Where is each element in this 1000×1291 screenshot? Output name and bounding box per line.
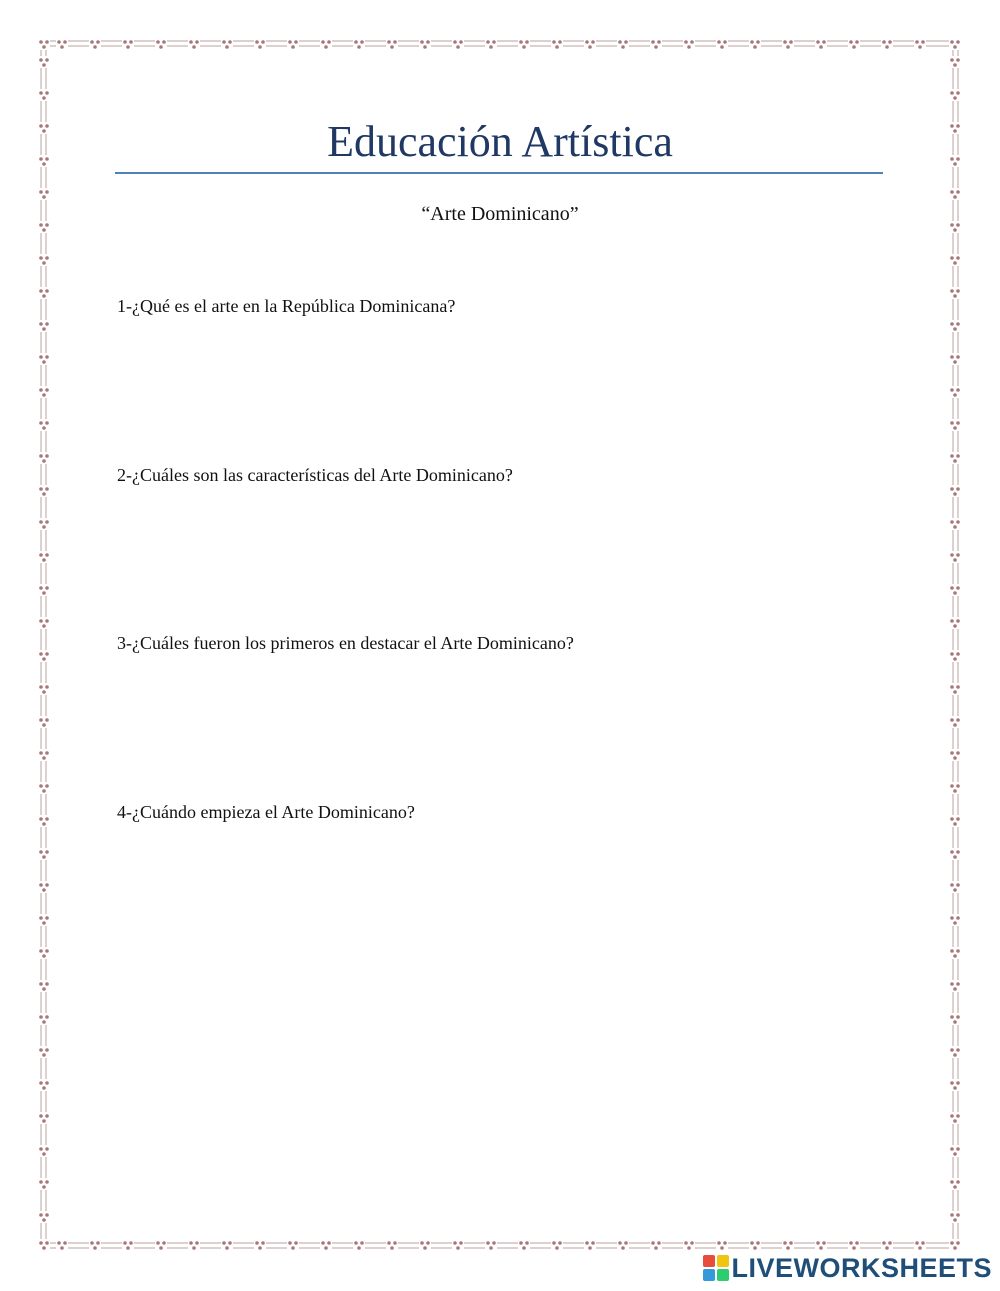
title-underline: [115, 172, 883, 174]
logo-tile: [717, 1269, 729, 1281]
logo-tile: [703, 1269, 715, 1281]
logo-tile: [703, 1255, 715, 1267]
question-4: 4-¿Cuándo empieza el Arte Dominicano?: [117, 802, 415, 822]
question-1: 1-¿Qué es el arte en la República Dominicana?: [117, 296, 456, 316]
logo-tile: [717, 1255, 729, 1267]
question-2: 2-¿Cuáles son las características del Arte Dominicano?: [117, 465, 513, 485]
liveworksheets-watermark: [703, 1253, 992, 1283]
watermark-text: LIVEWORKSHEETS: [731, 1253, 992, 1283]
page-subtitle: “Arte Dominicano”: [421, 203, 579, 225]
liveworksheets-logo-icon: [703, 1255, 729, 1281]
question-3: 3-¿Cuáles fueron los primeros en destacar el Arte Dominicano?: [117, 633, 574, 653]
page-title: Educación Artística: [327, 117, 673, 166]
